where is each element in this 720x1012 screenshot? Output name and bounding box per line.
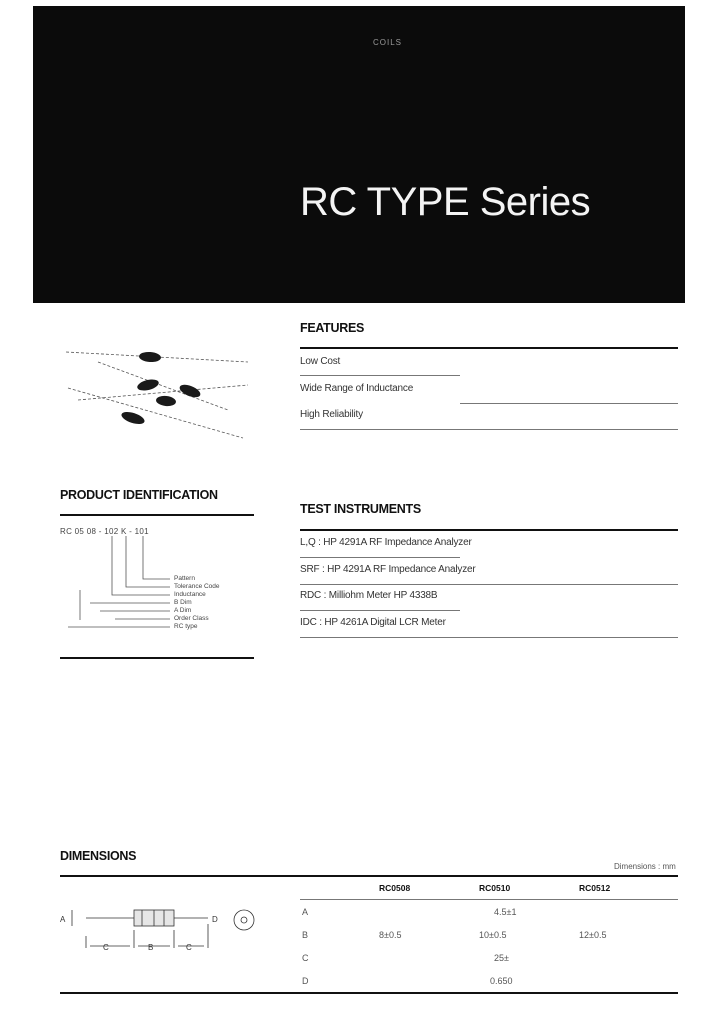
table-cell: 0.650 xyxy=(490,976,513,986)
identification-leader-lines xyxy=(60,536,180,652)
dim-label-d: D xyxy=(212,915,218,924)
dimensions-unit-note: Dimensions : mm xyxy=(614,862,676,871)
product-identification-heading: PRODUCT IDENTIFICATION xyxy=(60,488,218,502)
product-identification-rule xyxy=(60,514,254,516)
column-header: RC0508 xyxy=(379,883,411,893)
divider xyxy=(300,584,678,585)
product-identification-bottom-rule xyxy=(60,657,254,659)
divider xyxy=(300,429,678,430)
feature-item: High Reliability xyxy=(300,409,363,420)
identification-label: Inductance xyxy=(174,591,206,598)
instrument-item: RDC : Milliohm Meter HP 4338B xyxy=(300,590,438,601)
features-rule xyxy=(300,347,678,349)
identification-label: Pattern xyxy=(174,575,195,582)
dim-label-c-right: C xyxy=(186,943,192,952)
identification-label: B Dim xyxy=(174,599,192,606)
instrument-item: IDC : HP 4261A Digital LCR Meter xyxy=(300,617,446,628)
category-label: COILS xyxy=(373,38,403,47)
dimensions-heading: DIMENSIONS xyxy=(60,849,137,863)
table-cell: 10±0.5 xyxy=(479,930,507,940)
instrument-item: L,Q : HP 4291A RF Impedance Analyzer xyxy=(300,537,472,548)
row-label: A xyxy=(302,907,309,917)
column-header: RC0512 xyxy=(579,883,611,893)
divider xyxy=(300,557,460,558)
identification-label: Tolerance Code xyxy=(174,583,220,590)
divider xyxy=(300,899,678,900)
divider xyxy=(300,375,460,376)
dimensions-rule xyxy=(60,875,678,877)
table-cell: 12±0.5 xyxy=(579,930,607,940)
features-heading: FEATURES xyxy=(300,321,365,335)
instrument-item: SRF : HP 4291A RF Impedance Analyzer xyxy=(300,564,476,575)
table-cell: 25± xyxy=(494,953,509,963)
table-cell: 4.5±1 xyxy=(494,907,517,917)
series-title: RC TYPE Series xyxy=(300,180,591,224)
row-label: C xyxy=(302,953,309,963)
row-label: D xyxy=(302,976,309,986)
divider xyxy=(300,637,678,638)
dimension-drawing xyxy=(58,900,268,960)
dim-label-c-left: C xyxy=(103,943,109,952)
identification-label: Order Class xyxy=(174,615,209,622)
dimensions-bottom-rule xyxy=(60,992,678,994)
identification-label: A Dim xyxy=(174,607,192,614)
test-instruments-rule xyxy=(300,529,678,531)
column-header: RC0510 xyxy=(479,883,511,893)
divider xyxy=(460,403,678,404)
coils-illustration xyxy=(58,340,258,440)
part-number-code: RC 05 08 - 102 K - 101 xyxy=(60,527,149,536)
identification-label: RC type xyxy=(174,623,198,630)
feature-item: Wide Range of Inductance xyxy=(300,383,414,394)
feature-item: Low Cost xyxy=(300,356,341,367)
row-label: B xyxy=(302,930,309,940)
dim-label-b: B xyxy=(148,943,154,952)
dim-label-a: A xyxy=(60,915,66,924)
test-instruments-heading: TEST INSTRUMENTS xyxy=(300,502,421,516)
divider xyxy=(300,610,460,611)
table-cell: 8±0.5 xyxy=(379,930,402,940)
header-banner xyxy=(33,6,685,303)
